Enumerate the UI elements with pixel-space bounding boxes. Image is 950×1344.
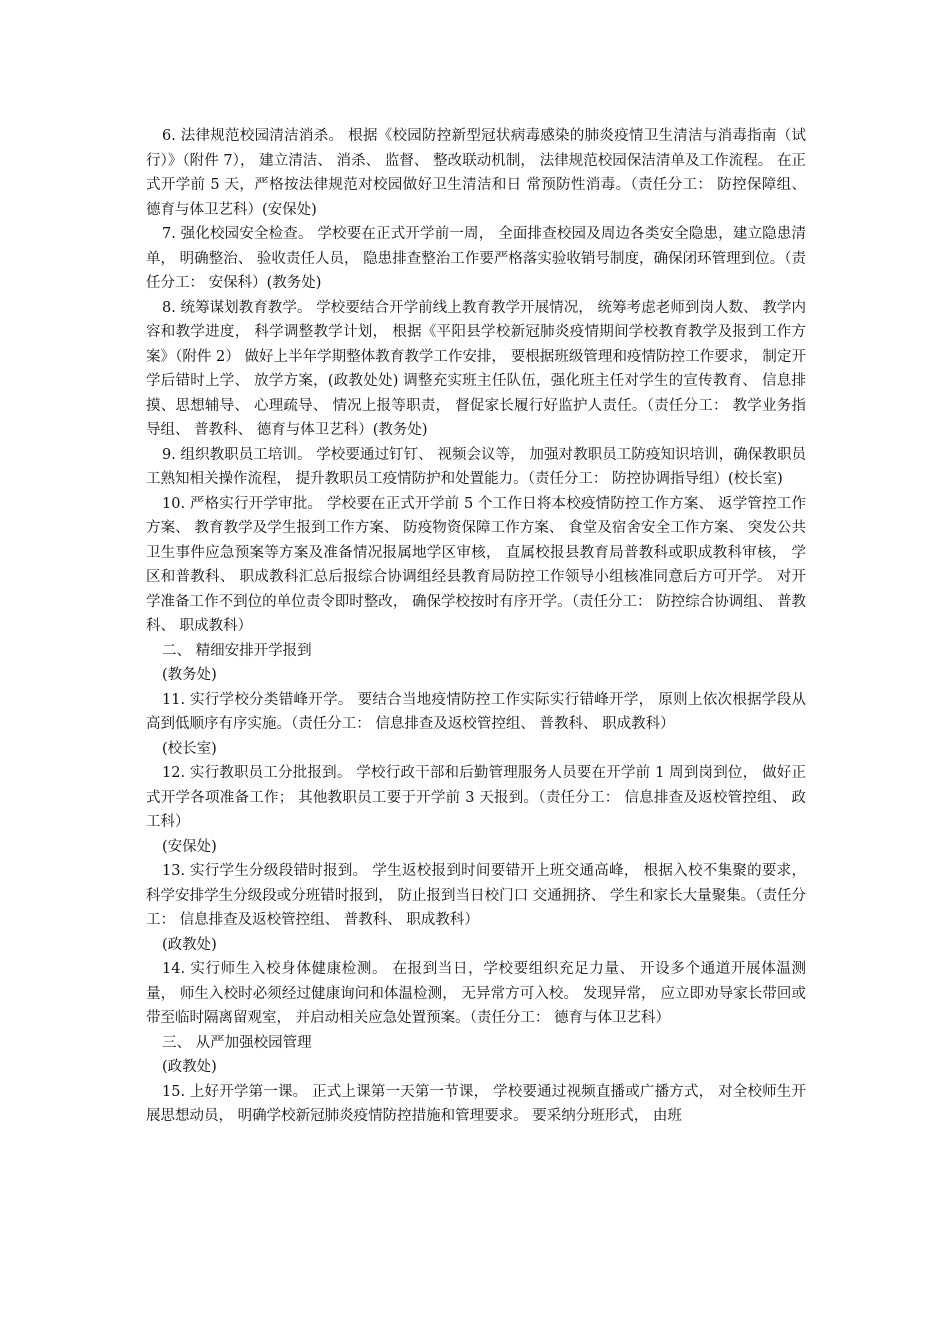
paragraph-item-13: 13. 实行学生分级段错时报到。 学生返校报到时间要错开上班交通高峰， 根据入校不集聚的要求， 科学安排学生分级段或分班错时报到， 防止报到当日校门口 交通拥挤、 学生和家长大量聚集。（责任分工： 信息排查及返校管控组、 普教科、 职成教科） bbox=[146, 863, 806, 928]
paragraph-item-15: 15. 上好开学第一课。 正式上课第一天第一节课， 学校要通过视频直播或广播方式， 对全校师生开展思想动员， 明确学校新冠肺炎疫情防控措施和管理要求。 要采纳分班形式， 由班 bbox=[146, 1083, 806, 1124]
section-heading-2: 二、 精细安排开学报到 bbox=[162, 642, 312, 659]
paragraph-item-6: 6. 法律规范校园清洁消杀。 根据《校园防控新型冠状病毒感染的肺炎疫情卫生清洁与消毒指南（试行）》（附件 7）， 建立清洁、 消杀、 监督、 整改联动机制， 法律规范校园保洁清单及工作流程。 在正式开学前 5 天，严格按法律规范对校园做好卫生清洁和日 常预防性消毒。（责任分工： 防控保障组、 德育与体卫艺科）(安保处) bbox=[146, 128, 806, 218]
department-note: (校长室) bbox=[162, 740, 217, 757]
paragraph-item-12: 12. 实行教职员工分批报到。 学校行政干部和后勤管理服务人员要在开学前 1 周到岗到位， 做好正式开学各项准备工作； 其他教职员工要于开学前 3 天报到。（责任分工： 信息排查及返校管控组、 政工科） bbox=[146, 765, 806, 830]
paragraph-item-7: 7. 强化校园安全检查。 学校要在正式开学前一周， 全面排查校园及周边各类安全隐患，建立隐患清单， 明确整治、 验收责任人员， 隐患排查整治工作要严格落实验收销号制度，确保闭环管理到位。（责任分工： 安保科）(教务处) bbox=[146, 226, 806, 291]
paragraph-item-10: 10. 严格实行开学审批。 学校要在正式开学前 5 个工作日将本校疫情防控工作方案、 返学管控工作方案、 教育教学及学生报到工作方案、 防疫物资保障工作方案、 食堂及宿舍安全工作方案、 突发公共卫生事件应急预案等方案及准备情况报属地学区审核， 直属校报县教育局普教科或职成教科审核， 学区和普教科、 职成教科汇总后报综合协调组经县教育局防控工作领导小组核准同意后方可开学。 对开学准备工作不到位的单位责令即时整改， 确保学校按时有序开学。（责任分工： 防控综合协调组、 普教科、 职成教科） bbox=[146, 495, 806, 634]
department-note: (安保处) bbox=[162, 838, 217, 855]
paragraph-item-9: 9. 组织教职员工培训。 学校要通过钉钉、 视频会议等， 加强对教职员工防疫知识培训，确保教职员工熟知相关操作流程， 提升教职员工疫情防护和处置能力。（责任分工： 防控协调指导组）(校长室) bbox=[146, 446, 806, 487]
section-heading-3: 三、 从严加强校园管理 bbox=[162, 1034, 312, 1051]
paragraph-item-8: 8. 统筹谋划教育教学。 学校要结合开学前线上教育教学开展情况， 统筹考虑老师到岗人数、 教学内容和教学进度， 科学调整教学计划， 根据《平阳县学校新冠肺炎疫情期间学校教育教学及报到工作方案》（附件 2） 做好上半年学期整体教育教学工作安排， 要根据班级管理和疫情防控工作要求， 制定开学后错时上学、 放学方案，(政教处处) 调整充实班主任队伍，强化班主任对学生的宣传教育、 信息排摸、思想辅导、 心理疏导、 情况上报等职责， 督促家长履行好监护人责任。（责任分工： 教学业务指导组、 普教科、 德育与体卫艺科）(教务处) bbox=[146, 299, 806, 438]
department-note: (教务处) bbox=[162, 667, 217, 683]
department-note: (政教处) bbox=[162, 936, 217, 953]
department-note: (政教处) bbox=[162, 1059, 217, 1075]
document-body bbox=[146, 124, 806, 1129]
paragraph-item-14: 14. 实行师生入校身体健康检测。 在报到当日，学校要组织充足力量、 开设多个通道开展体温测量， 师生入校时必须经过健康询问和体温检测， 无异常方可入校。 发现异常， 应立即劝导家长带回或带至临时隔离留观室， 并启动相关应急处置预案。（责任分工： 德育与体卫艺科） bbox=[146, 961, 806, 1026]
paragraph-item-11: 11. 实行学校分类错峰开学。 要结合当地疫情防控工作实际实行错峰开学， 原则上依次根据学段从高到低顺序有序实施。（责任分工： 信息排查及返校管控组、 普教科、 职成教科） bbox=[146, 691, 806, 732]
